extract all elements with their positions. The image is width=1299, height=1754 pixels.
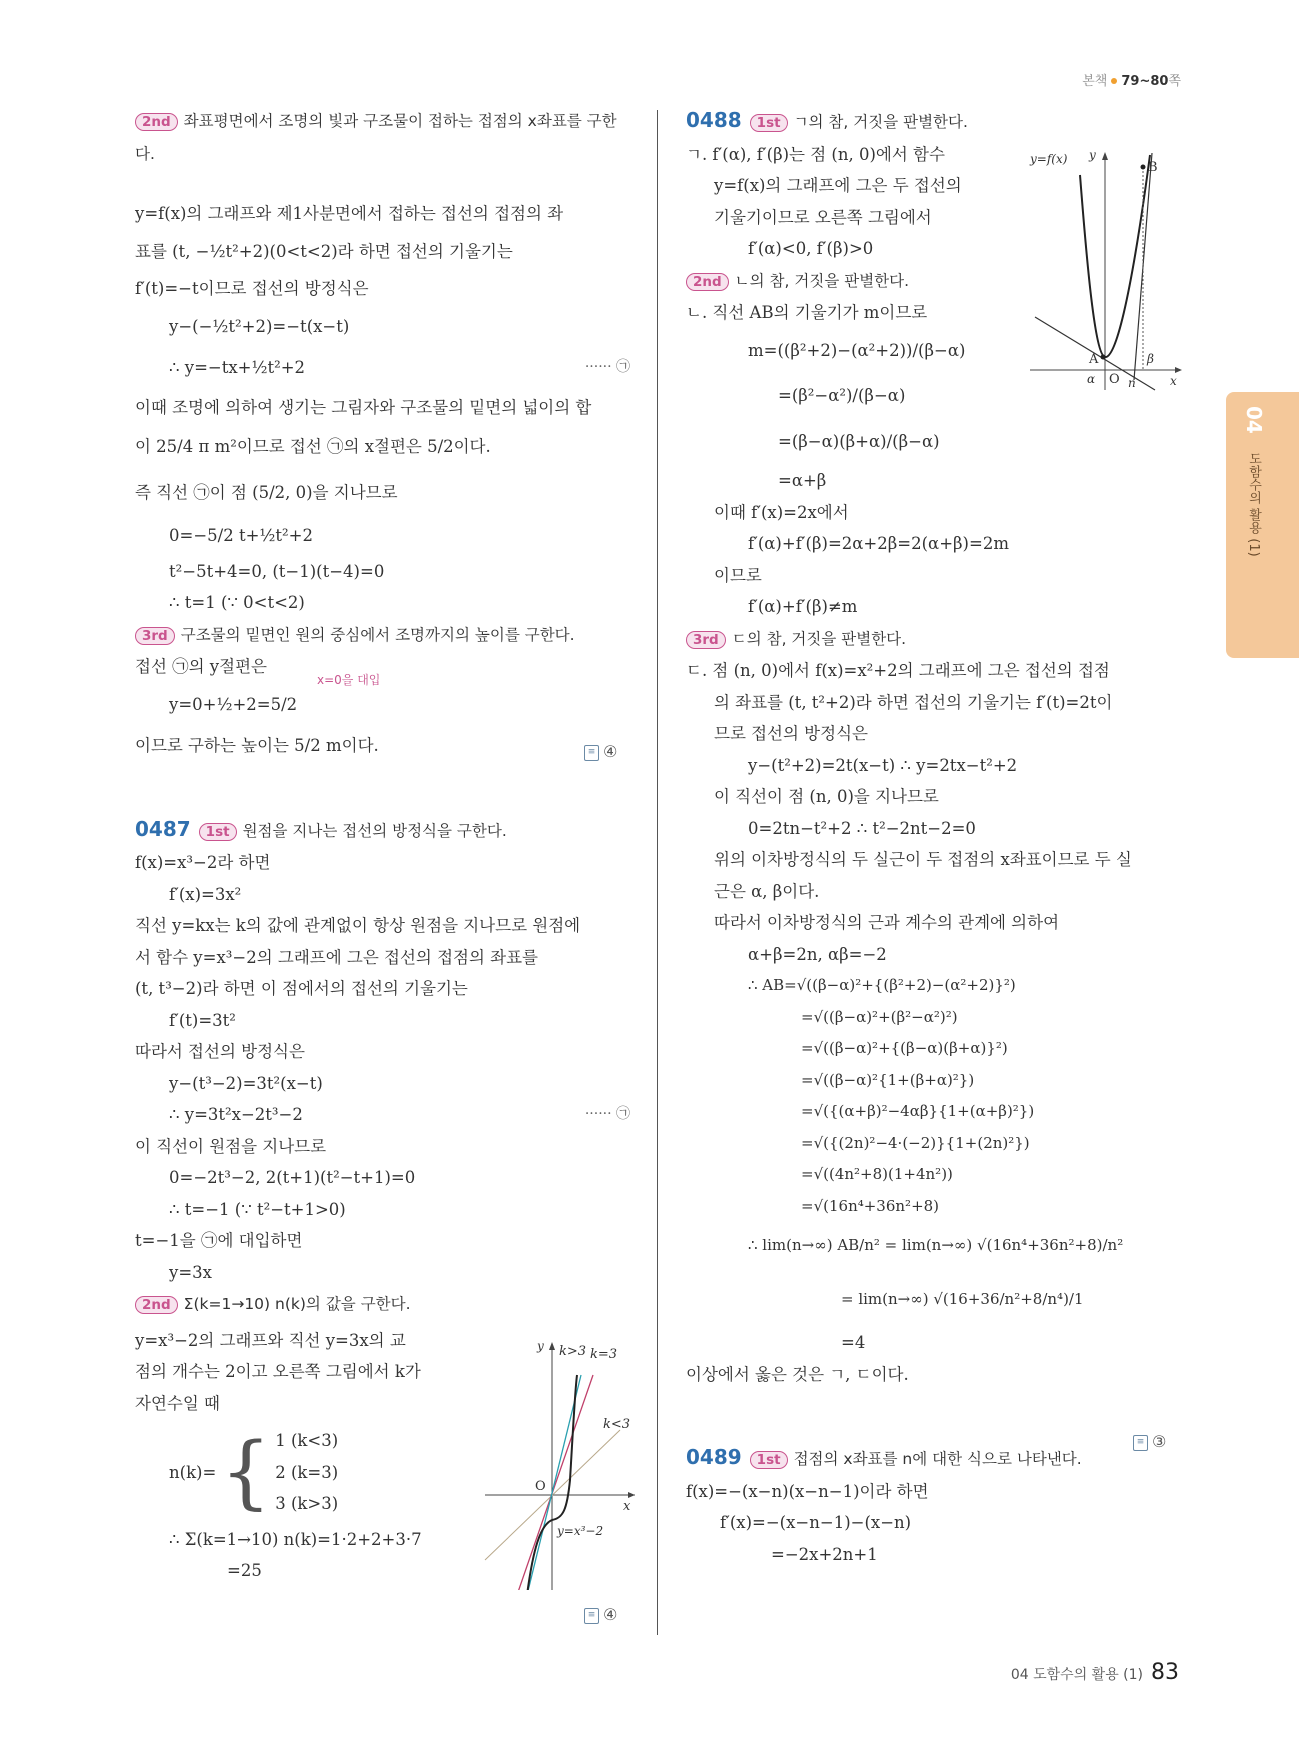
equation: ∴ AB=√((β−α)²+{(β²+2)−(α²+2)}²) (748, 976, 1016, 994)
equation: =√((β−α)²+{(β−α)(β+α)}²) (801, 1039, 1008, 1057)
fig-label: k>3 (559, 1344, 587, 1359)
text-line: 이므로 (714, 565, 762, 585)
header-suffix: 쪽 (1168, 74, 1181, 89)
equation: ∴ t=−1 (∵ t²−t+1>0) (169, 1199, 346, 1219)
header-pages: 79~80 (1121, 74, 1169, 89)
equation: 0=2tn−t²+2 ∴ t²−2nt−2=0 (748, 818, 976, 838)
step-desc: 원점을 지나는 접선의 방정식을 구한다. (242, 821, 507, 840)
equation: ∴ y=−tx+½t²+2 (169, 358, 306, 377)
equation: =−2x+2n+1 (771, 1544, 878, 1564)
equation: f′(α)<0, f′(β)>0 (748, 239, 874, 258)
equation: ∴ Σ(k=1→10) n(k)=1·2+2+3·7 (169, 1529, 422, 1549)
equation: m=((β²+2)−(α²+2))/(β−α) (748, 340, 966, 360)
step-desc: Σ(k=1→10) n(k)의 값을 구한다. (183, 1295, 411, 1313)
equation: ∴ t=1 (∵ 0<t<2) (169, 593, 305, 612)
equation: f′(x)=3x² (169, 884, 242, 904)
step-badge: 1st (750, 1451, 788, 1469)
text-line: 자연수일 때 (135, 1393, 220, 1413)
problem-heading (686, 1442, 1181, 1476)
step-heading (135, 105, 630, 170)
equation: =(β²−α²)/(β−α) (778, 386, 906, 405)
text-line: 이상에서 옳은 것은 ㄱ, ㄷ이다. (686, 1364, 909, 1384)
fig-label: x (623, 1499, 631, 1514)
fig-label: k<3 (603, 1417, 631, 1432)
equation: t²−5t+4=0, (t−1)(t−4)=0 (169, 561, 385, 581)
fig-label: A (1089, 352, 1099, 367)
text-line: (t, t³−2)라 하면 이 점에서의 접선의 기울기는 (135, 979, 468, 998)
chapter-number: 04 (1242, 406, 1266, 434)
equation: =25 (227, 1561, 262, 1580)
equation-marker: ······ ㉠ (584, 1106, 630, 1122)
answer-badge (584, 742, 617, 761)
parabola-graph-figure (1025, 145, 1185, 395)
problem-heading (686, 105, 1181, 139)
equation-marker: ······ ㉠ (584, 359, 630, 375)
fig-label: k=3 (590, 1347, 618, 1362)
step-badge: 2nd (686, 273, 729, 291)
equation: 0=−5/2 t+½t²+2 (169, 526, 313, 545)
text-line: 이때 조명에 의하여 생기는 그림자와 구조물의 밑면의 넓이의 합 (135, 397, 592, 417)
brace-icon: { (220, 1425, 272, 1519)
fig-label: β (1147, 352, 1154, 366)
header-label: 본책 (1082, 74, 1108, 89)
equation: = lim(n→∞) √(16+36/n²+8/n⁴)/1 (841, 1289, 1084, 1308)
equation: f′(α)+f′(β)=2α+2β=2(α+β)=2m (748, 534, 1009, 553)
text-line: 따라서 이차방정식의 근과 계수의 관계에 의하여 (714, 913, 1060, 932)
problem-number: 0489 (686, 1445, 742, 1469)
equation: f′(α)+f′(β)≠m (748, 597, 858, 616)
equation-row (135, 352, 630, 384)
equation: =4 (841, 1333, 866, 1352)
step-heading (686, 623, 1181, 656)
equation: f′(t)=3t² (169, 1010, 236, 1030)
equation: ∴ y=3t²x−2t³−2 (169, 1105, 303, 1124)
equation: =√((β−α)²+(β²−α²)²) (801, 1007, 958, 1026)
text-line: 므로 접선의 방정식은 (714, 724, 868, 743)
answer-value: ④ (603, 742, 618, 761)
answer-badge (584, 1605, 617, 1624)
step-badge: 2nd (135, 1296, 178, 1314)
text-line: 따라서 접선의 방정식은 (135, 1042, 305, 1061)
equation: =√({(2n)²−4·(−2)}{1+(2n)²}) (801, 1133, 1030, 1152)
fig-label: y (1089, 148, 1096, 162)
text-line: y=x³−2의 그래프와 직선 y=3x의 교 (135, 1330, 406, 1350)
page-footer (1011, 1660, 1179, 1685)
answer-value: ④ (603, 1605, 618, 1624)
equation: =√({(α+β)²−4αβ}{1+(α+β)²}) (801, 1102, 1035, 1120)
fig-label: n (1128, 376, 1136, 390)
text-line: 직선 y=kx는 k의 값에 관계없이 항상 원점을 지나므로 원점에 (135, 916, 581, 935)
answer-value: ③ (1152, 1432, 1167, 1451)
case: 3 (k>3) (275, 1494, 339, 1513)
text-line: 이때 f′(x)=2x에서 (714, 502, 849, 522)
text-line: 의 좌표를 (t, t²+2)라 하면 접선의 기울기는 f′(t)=2t이 (714, 692, 1113, 712)
equation: y−(t²+2)=2t(x−t) ∴ y=2tx−t²+2 (748, 755, 1018, 775)
fig-label: y (537, 1339, 544, 1353)
step-desc: 접점의 x좌표를 n에 대한 식으로 나타낸다. (793, 1450, 1082, 1468)
text-line: t=−1을 ㉠에 대입하면 (135, 1231, 303, 1250)
text-line: 점의 개수는 2이고 오른쪽 그림에서 k가 (135, 1362, 421, 1381)
equation: =√(16n⁴+36n²+8) (801, 1196, 940, 1215)
annotation-note: x=0을 대입 (317, 673, 381, 687)
text-line: f(x)=−(x−n)(x−n−1)이라 하면 (686, 1481, 929, 1501)
equation: y=3x (169, 1262, 212, 1282)
text-line: 기울기이므로 오른쪽 그림에서 (714, 207, 932, 227)
chapter-side-tab[interactable] (1226, 392, 1299, 658)
fig-label: B (1148, 160, 1158, 175)
text-line: 위의 이차방정식의 두 실근이 두 접점의 x좌표이므로 두 실 (714, 850, 1132, 869)
answer-icon: ≡ (1133, 1435, 1148, 1451)
text-line: ㄷ. 점 (n, 0)에서 f(x)=x²+2의 그래프에 그은 접선의 접점 (686, 661, 1110, 680)
equation: α+β=2n, αβ=−2 (748, 944, 887, 964)
step-desc: 좌표평면에서 조명의 빛과 구조물이 접하는 접점의 x좌표를 구한다. (135, 112, 617, 163)
cubic-graph-figure (475, 1330, 655, 1590)
text-line: y=f(x)의 그래프에 그은 두 접선의 (714, 176, 962, 195)
equation: =α+β (778, 471, 827, 490)
fig-label: x (1170, 374, 1177, 388)
step-badge: 1st (750, 114, 788, 132)
problem-number: 0488 (686, 108, 742, 132)
text-line: f(x)=x³−2라 하면 (135, 853, 271, 872)
step-badge: 3rd (686, 631, 726, 649)
equation: y=0+½+2=5/2 (169, 694, 298, 714)
step-desc: ㄴ의 참, 거짓을 판별한다. (734, 271, 910, 290)
equation: y−(−½t²+2)=−t(x−t) (169, 316, 350, 336)
page-number: 83 (1151, 1660, 1179, 1685)
equation: 0=−2t³−2, 2(t+1)(t²−t+1)=0 (169, 1168, 416, 1187)
text-line: 이므로 구하는 높이는 5/2 m이다. (135, 736, 379, 755)
problem-number: 0487 (135, 816, 191, 841)
text-line: y=f(x)의 그래프와 제1사분면에서 접하는 접선의 접점의 좌 (135, 204, 564, 223)
text-line: f′(t)=−t이므로 접선의 방정식은 (135, 279, 369, 298)
step-badge: 1st (199, 823, 237, 841)
text-line: 즉 직선 ㉠이 점 (5/2, 0)을 지나므로 (135, 482, 398, 502)
step-desc: ㄷ의 참, 거짓을 판별한다. (731, 629, 907, 648)
text-line: 이 직선이 원점을 지나므로 (135, 1136, 327, 1156)
equation: =√((β−α)²{1+(β+α)²}) (801, 1070, 975, 1089)
equation: f′(x)=−(x−n−1)−(x−n) (720, 1513, 912, 1532)
piecewise-lhs: n(k)= (169, 1462, 217, 1482)
fig-label: y=f(x) (1030, 152, 1068, 166)
page-header (1082, 70, 1181, 89)
fig-label: O (535, 1479, 546, 1494)
step-heading (135, 1288, 630, 1321)
column-divider (657, 110, 658, 1635)
fig-label: α (1087, 372, 1096, 386)
equation-row (135, 1099, 630, 1131)
text-line: 표를 (t, −½t²+2)(0<t<2)라 하면 접선의 기울기는 (135, 241, 513, 261)
text-line: 서 함수 y=x³−2의 그래프에 그은 접선의 접점의 좌표를 (135, 947, 538, 967)
step-desc: ㄱ의 참, 거짓을 판별한다. (793, 113, 968, 131)
text-line: 근은 α, β이다. (714, 881, 820, 901)
equation: =√((4n²+8)(1+4n²)) (801, 1165, 953, 1183)
step-badge: 2nd (135, 113, 178, 131)
case: 2 (k=3) (275, 1462, 339, 1482)
problem-heading (135, 814, 630, 848)
fig-label: O (1109, 372, 1120, 387)
text-line: 이 25/4 π m²이므로 접선 ㉠의 x절편은 5/2이다. (135, 437, 491, 456)
step-badge: 3rd (135, 627, 175, 645)
fig-label: y=x³−2 (557, 1524, 604, 1538)
case: 1 (k<3) (275, 1431, 339, 1450)
answer-icon: ≡ (584, 1608, 599, 1624)
chapter-title: 도함수의 활용 (1) (1246, 452, 1261, 557)
step-heading (135, 619, 630, 652)
answer-icon: ≡ (584, 745, 599, 761)
text-line: ㄴ. 직선 AB의 기울기가 m이므로 (686, 303, 928, 322)
text-line: 이 직선이 점 (n, 0)을 지나므로 (714, 787, 939, 806)
text-line-with-note (135, 651, 630, 687)
equation: ∴ lim(n→∞) AB/n² = lim(n→∞) √(16n⁴+36n²+8)/n² (748, 1236, 1124, 1254)
footer-chapter: 04 도함수의 활용 (1) (1010, 1667, 1143, 1683)
equation: =(β−α)(β+α)/(β−α) (778, 431, 940, 451)
step-desc: 구조물의 밑면인 원의 중심에서 조명까지의 높이를 구한다. (180, 625, 575, 644)
equation: y−(t³−2)=3t²(x−t) (169, 1073, 323, 1093)
bullet-dot-icon (1111, 78, 1117, 84)
text-line: 접선 ㉠의 y절편은 (135, 657, 267, 676)
text-line: ㄱ. f′(α), f′(β)는 점 (n, 0)에서 함수 (686, 144, 945, 164)
answer-badge (1133, 1432, 1166, 1451)
